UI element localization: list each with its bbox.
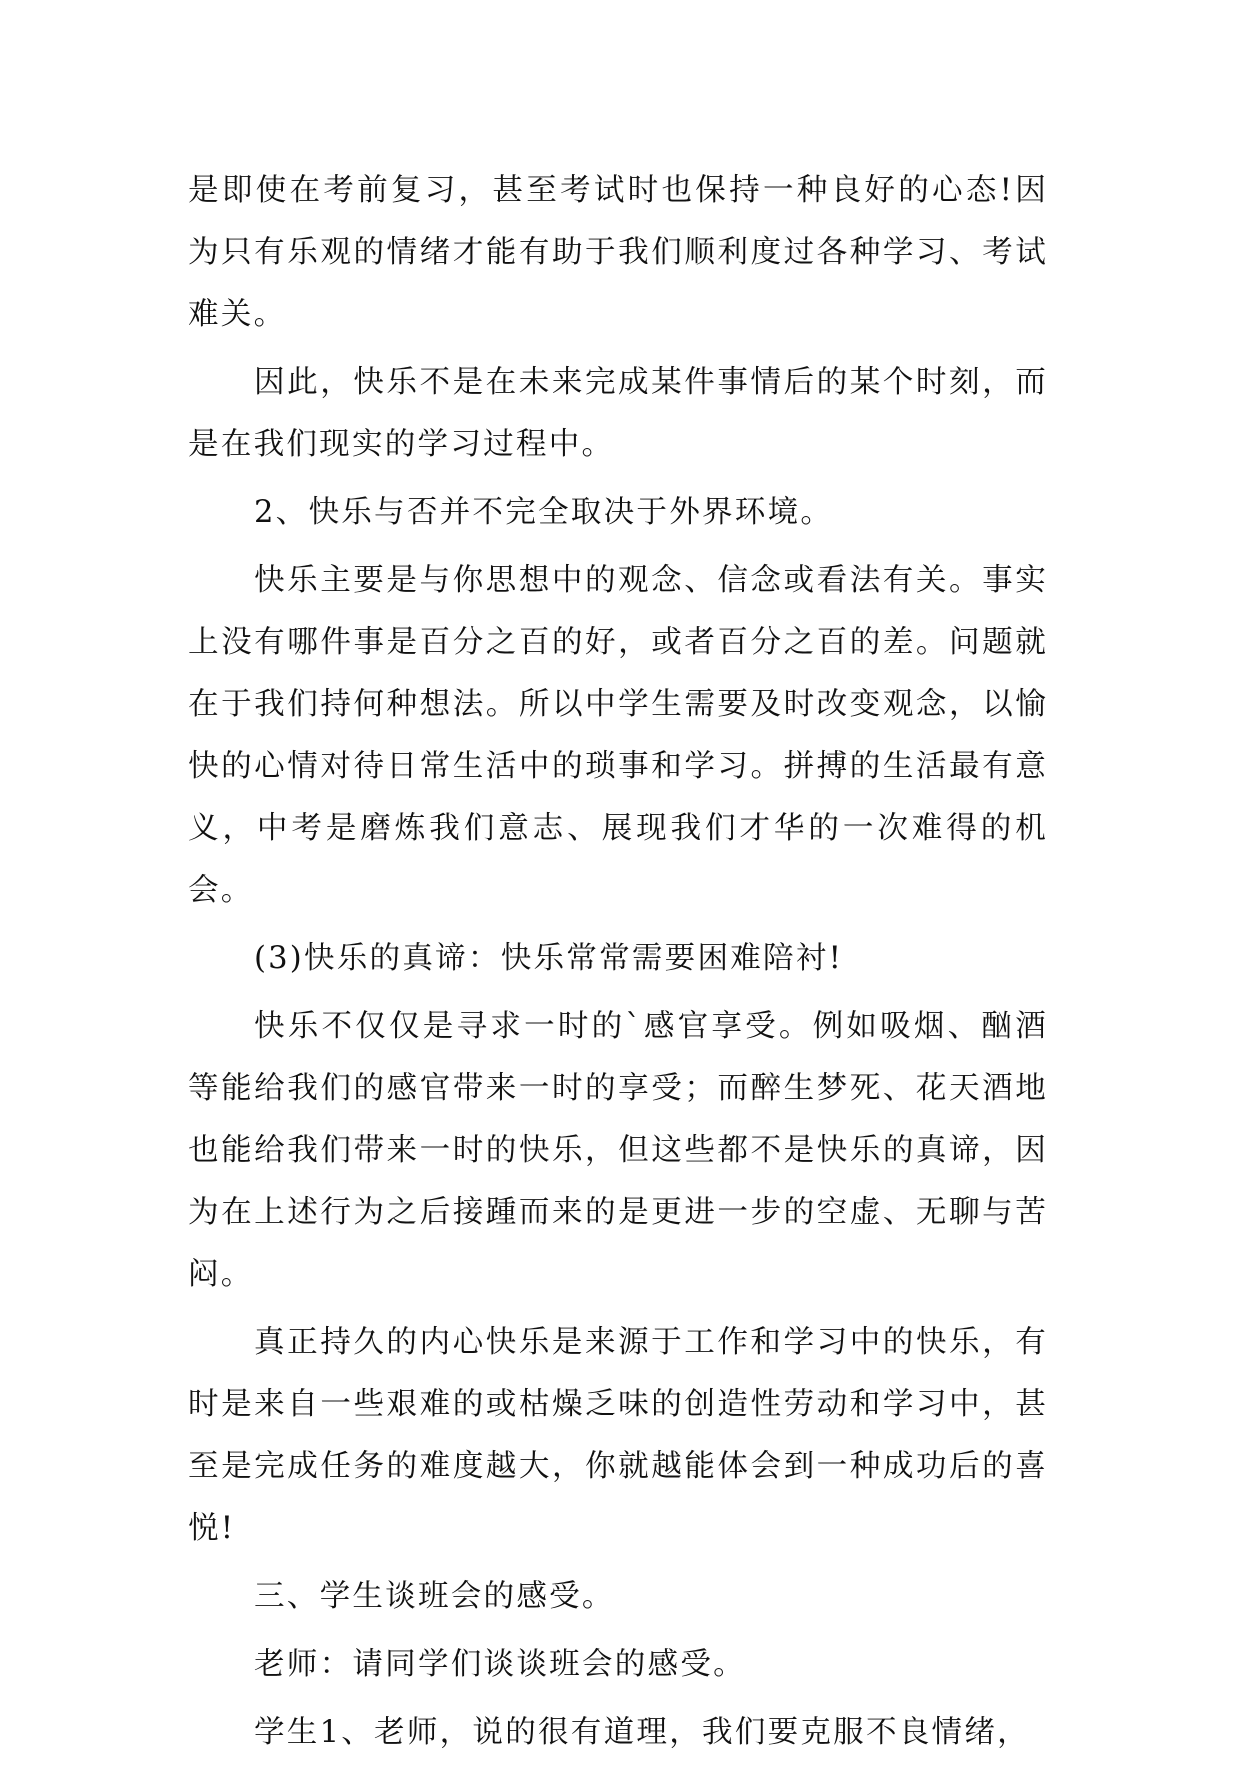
student-line: 学生1、老师，说的很有道理，我们要克服不良情绪， (254, 1715, 1030, 1750)
teacher-line: 老师：请同学们谈谈班会的感受。 (254, 1647, 746, 1682)
paragraph-continuation: 是即使在考前复习，甚至考试时也保持一种良好的心态!因为只有乐观的情绪才能有助于我们顺利度过各种学习、考试难关。 (188, 173, 1048, 332)
document-body (188, 160, 1048, 1770)
section-heading-three: 三、学生谈班会的感受。 (254, 1579, 615, 1614)
paragraph-sensory: 快乐不仅仅是寻求一时的`感官享受。例如吸烟、酗酒等能给我们的感官带来一时的享受；而醉生梦死、花天酒地也能给我们带来一时的快乐，但这些都不是快乐的真谛，因为在上述行为之后接踵而来的是更进一步的空虚、无聊与苦闷。 (188, 1009, 1048, 1292)
paragraph-beliefs: 快乐主要是与你思想中的观念、信念或看法有关。事实上没有哪件事是百分之百的好，或者百分之百的差。问题就在于我们持何种想法。所以中学生需要及时改变观念，以愉快的心情对待日常生活中的琐事和学习。拼搏的生活最有意义，中考是磨炼我们意志、展现我们才华的一次难得的机会。 (188, 563, 1048, 908)
paragraph-conclusion: 因此，快乐不是在未来完成某件事情后的某个时刻，而是在我们现实的学习过程中。 (188, 365, 1048, 462)
section-heading-2: 2、快乐与否并不完全取决于外界环境。 (254, 495, 834, 530)
section-heading-3: (3)快乐的真谛：快乐常常需要困难陪衬! (254, 941, 844, 976)
paragraph-true-happiness: 真正持久的内心快乐是来源于工作和学习中的快乐，有时是来自一些艰难的或枯燥乏味的创造性劳动和学习中，甚至是完成任务的难度越大，你就越能体会到一种成功后的喜悦! (188, 1325, 1048, 1546)
